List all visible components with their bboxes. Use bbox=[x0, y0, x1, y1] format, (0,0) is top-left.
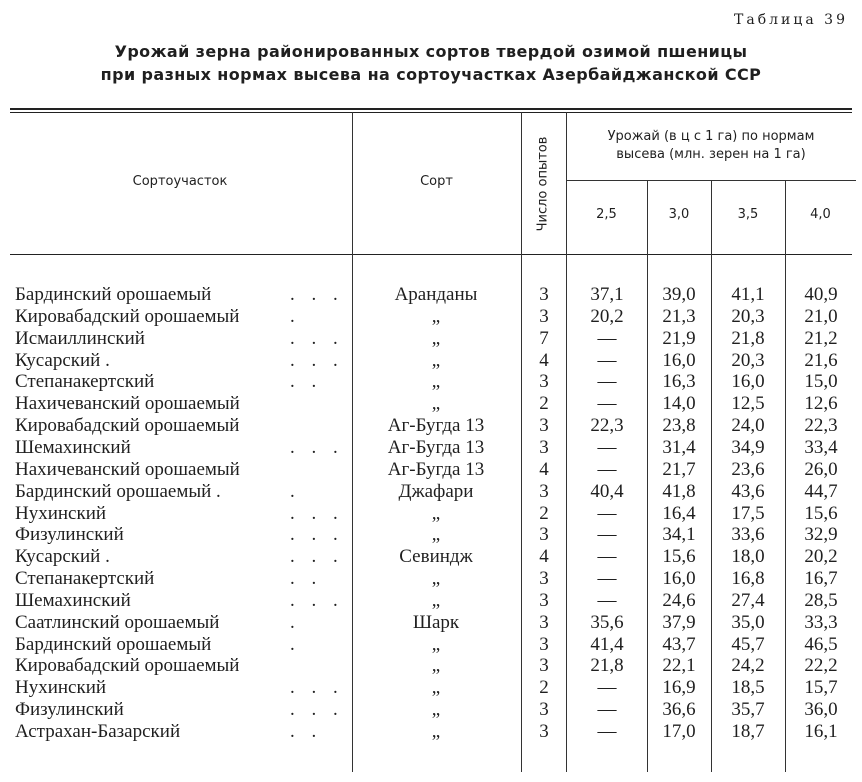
yield-cell-4-0: 16,7 bbox=[804, 568, 838, 590]
table-row bbox=[0, 634, 862, 655]
trials-cell: 3 bbox=[539, 415, 549, 437]
table-row bbox=[0, 481, 862, 502]
trials-cell: 3 bbox=[539, 371, 549, 393]
yield-cell-3-5: 18,0 bbox=[731, 546, 765, 568]
yield-cell-2-5: — bbox=[597, 349, 617, 371]
yield-cell-2-5: — bbox=[597, 393, 617, 415]
station-cell: Бардинский орошаемый bbox=[15, 284, 212, 305]
variety-cell: Аг-Бугда 13 bbox=[387, 458, 485, 480]
yield-cell-3-5: 41,1 bbox=[731, 284, 765, 305]
yield-cell-2-5: — bbox=[597, 546, 617, 568]
variety-cell: „ bbox=[431, 568, 441, 590]
yield-cell-4-0: 46,5 bbox=[804, 633, 838, 655]
leader-dots: . bbox=[290, 305, 301, 327]
table-row bbox=[0, 284, 862, 305]
table-row bbox=[0, 328, 862, 349]
yield-cell-4-0: 36,0 bbox=[804, 699, 838, 721]
table-row bbox=[0, 655, 862, 676]
yield-cell-2-5: — bbox=[597, 371, 617, 393]
variety-cell: „ bbox=[431, 393, 441, 415]
header-trials bbox=[520, 115, 566, 253]
leader-dots: . . . bbox=[290, 349, 344, 371]
station-cell: Степанакертский bbox=[15, 568, 155, 590]
leader-dots: . . bbox=[290, 568, 323, 590]
variety-cell: „ bbox=[431, 655, 441, 677]
table-row bbox=[0, 459, 862, 480]
yield-cell-3-5: 24,0 bbox=[731, 415, 765, 437]
table-row bbox=[0, 612, 862, 633]
trials-cell: 4 bbox=[539, 458, 549, 480]
yield-cell-3-0: 17,0 bbox=[662, 721, 696, 742]
top-rule bbox=[10, 108, 852, 110]
yield-cell-2-5: 21,8 bbox=[590, 655, 624, 677]
trials-cell: 3 bbox=[539, 284, 549, 305]
table-row bbox=[0, 437, 862, 458]
variety-cell: Аг-Бугда 13 bbox=[387, 415, 485, 437]
station-cell: Бардинский орошаемый . bbox=[15, 480, 221, 502]
station-cell: Кусарский . bbox=[15, 349, 110, 371]
trials-cell: 2 bbox=[539, 393, 549, 415]
yield-cell-3-0: 36,6 bbox=[662, 699, 696, 721]
table-number: Таблица 39 bbox=[734, 12, 848, 28]
table-row bbox=[0, 546, 862, 567]
table-title bbox=[0, 40, 862, 86]
yield-cell-3-5: 35,0 bbox=[731, 611, 765, 633]
yield-cell-4-0: 15,0 bbox=[804, 371, 838, 393]
yield-cell-3-5: 23,6 bbox=[731, 458, 765, 480]
variety-cell: „ bbox=[431, 502, 441, 524]
yield-cell-2-5: 22,3 bbox=[590, 415, 624, 437]
trials-cell: 4 bbox=[539, 349, 549, 371]
yield-cell-3-0: 21,3 bbox=[662, 305, 696, 327]
yield-cell-3-0: 16,9 bbox=[662, 677, 696, 699]
variety-cell: „ bbox=[431, 327, 441, 349]
station-cell: Нахичеванский орошаемый bbox=[15, 458, 240, 480]
yield-cell-3-0: 39,0 bbox=[662, 284, 696, 305]
leader-dots: . bbox=[290, 480, 301, 502]
trials-cell: 4 bbox=[539, 546, 549, 568]
yield-cell-3-5: 18,5 bbox=[731, 677, 765, 699]
variety-cell: Аранданы bbox=[394, 284, 478, 305]
trials-cell: 3 bbox=[539, 721, 549, 742]
trials-cell: 3 bbox=[539, 633, 549, 655]
variety-cell: „ bbox=[431, 699, 441, 721]
yield-cell-4-0: 26,0 bbox=[804, 458, 838, 480]
station-cell: Кусарский . bbox=[15, 546, 110, 568]
yield-cell-3-5: 17,5 bbox=[731, 502, 765, 524]
trials-cell: 3 bbox=[539, 305, 549, 327]
yield-cell-3-0: 37,9 bbox=[662, 611, 696, 633]
yield-cell-3-0: 14,0 bbox=[662, 393, 696, 415]
header-station: Сортоучасток bbox=[132, 174, 228, 189]
leader-dots: . . . bbox=[290, 502, 344, 524]
table-row bbox=[0, 590, 862, 611]
variety-cell: „ bbox=[431, 349, 441, 371]
variety-cell: „ bbox=[431, 305, 441, 327]
station-cell: Исмаиллинский bbox=[15, 327, 145, 349]
leader-dots: . . . bbox=[290, 436, 344, 458]
yield-cell-3-0: 43,7 bbox=[662, 633, 696, 655]
yield-cell-2-5: — bbox=[597, 721, 617, 742]
header-yield-line-2: высева (млн. зерен на 1 га) bbox=[616, 147, 806, 162]
yield-cell-3-5: 16,0 bbox=[731, 371, 765, 393]
header-bottom-rule bbox=[10, 254, 852, 255]
title-line-1: Урожай зерна районированных сортов твердой озимой пшеницы bbox=[114, 42, 748, 61]
trials-cell: 3 bbox=[539, 524, 549, 546]
trials-cell: 3 bbox=[539, 480, 549, 502]
trials-cell: 3 bbox=[539, 568, 549, 590]
table-row bbox=[0, 415, 862, 436]
variety-cell: Джафари bbox=[398, 480, 474, 502]
yield-cell-2-5: — bbox=[597, 677, 617, 699]
trials-cell: 3 bbox=[539, 436, 549, 458]
yield-cell-2-5: 40,4 bbox=[590, 480, 624, 502]
station-cell: Кировабадский орошаемый bbox=[15, 415, 240, 437]
table-row bbox=[0, 503, 862, 524]
trials-cell: 3 bbox=[539, 611, 549, 633]
station-cell: Шемахинский bbox=[15, 436, 131, 458]
yield-cell-4-0: 21,0 bbox=[804, 305, 838, 327]
table-row bbox=[0, 699, 862, 720]
yield-cell-4-0: 20,2 bbox=[804, 546, 838, 568]
yield-cell-4-0: 12,6 bbox=[804, 393, 838, 415]
leader-dots: . . bbox=[290, 371, 323, 393]
yield-cell-4-0: 21,6 bbox=[804, 349, 838, 371]
yield-cell-2-5: — bbox=[597, 327, 617, 349]
leader-dots: . . . bbox=[290, 546, 344, 568]
table-row bbox=[0, 721, 862, 742]
yield-cell-3-5: 33,6 bbox=[731, 524, 765, 546]
yield-cell-2-5: — bbox=[597, 436, 617, 458]
yield-cell-3-0: 24,6 bbox=[662, 589, 696, 611]
yield-cell-2-5: — bbox=[597, 524, 617, 546]
trials-cell: 3 bbox=[539, 655, 549, 677]
leader-dots: . . . bbox=[290, 677, 344, 699]
yield-cell-3-0: 16,0 bbox=[662, 568, 696, 590]
yield-cell-3-0: 41,8 bbox=[662, 480, 696, 502]
header-trials-text: Число опытов bbox=[535, 136, 551, 232]
yield-cell-3-0: 16,4 bbox=[662, 502, 696, 524]
variety-cell: „ bbox=[431, 721, 441, 742]
table-row bbox=[0, 350, 862, 371]
variety-cell: „ bbox=[431, 371, 441, 393]
station-cell: Бардинский орошаемый bbox=[15, 633, 212, 655]
yield-cell-4-0: 21,2 bbox=[804, 327, 838, 349]
yield-cell-4-0: 22,3 bbox=[804, 415, 838, 437]
variety-cell: Аг-Бугда 13 bbox=[387, 436, 485, 458]
title-line-2: при разных нормах высева на сортоучастках Азербайджанской ССР bbox=[100, 65, 762, 84]
variety-cell: „ bbox=[431, 677, 441, 699]
trials-cell: 3 bbox=[539, 589, 549, 611]
table-row bbox=[0, 568, 862, 589]
yield-cell-3-0: 31,4 bbox=[662, 436, 696, 458]
variety-cell: „ bbox=[431, 633, 441, 655]
yield-cell-3-5: 27,4 bbox=[731, 589, 765, 611]
yield-cell-3-0: 23,8 bbox=[662, 415, 696, 437]
yield-cell-3-5: 20,3 bbox=[731, 305, 765, 327]
variety-cell: „ bbox=[431, 589, 441, 611]
yield-cell-2-5: — bbox=[597, 502, 617, 524]
yield-cell-3-5: 24,2 bbox=[731, 655, 765, 677]
yield-cell-2-5: 37,1 bbox=[590, 284, 624, 305]
yield-cell-2-5: — bbox=[597, 458, 617, 480]
leader-dots: . bbox=[290, 611, 301, 633]
station-cell: Кировабадский орошаемый bbox=[15, 305, 240, 327]
station-cell: Шемахинский bbox=[15, 589, 131, 611]
yield-cell-4-0: 22,2 bbox=[804, 655, 838, 677]
yield-cell-3-0: 16,0 bbox=[662, 349, 696, 371]
yield-cell-4-0: 40,9 bbox=[804, 284, 838, 305]
yield-cell-4-0: 32,9 bbox=[804, 524, 838, 546]
table-row bbox=[0, 677, 862, 698]
station-cell: Степанакертский bbox=[15, 371, 155, 393]
header-yield-line-1: Урожай (в ц с 1 га) по нормам bbox=[607, 129, 815, 144]
station-cell: Кировабадский орошаемый bbox=[15, 655, 240, 677]
header-yield bbox=[566, 128, 856, 164]
yield-cell-3-5: 43,6 bbox=[731, 480, 765, 502]
table-row bbox=[0, 371, 862, 392]
variety-cell: Севиндж bbox=[399, 546, 473, 568]
header-rate-4: 4,0 bbox=[810, 207, 831, 222]
yield-cell-2-5: — bbox=[597, 699, 617, 721]
yield-cell-3-5: 18,7 bbox=[731, 721, 765, 742]
yield-cell-4-0: 15,7 bbox=[804, 677, 838, 699]
yield-cell-4-0: 28,5 bbox=[804, 589, 838, 611]
header-rate-3: 3,5 bbox=[737, 207, 759, 222]
yield-cell-3-0: 15,6 bbox=[662, 546, 696, 568]
yield-cell-3-0: 21,9 bbox=[662, 327, 696, 349]
leader-dots: . . . bbox=[290, 284, 344, 305]
table-row bbox=[0, 524, 862, 545]
yield-cell-4-0: 33,4 bbox=[804, 436, 838, 458]
yield-cell-3-0: 22,1 bbox=[662, 655, 696, 677]
trials-cell: 2 bbox=[539, 677, 549, 699]
table-row bbox=[0, 306, 862, 327]
yield-cell-3-5: 21,8 bbox=[731, 327, 765, 349]
leader-dots: . . bbox=[290, 721, 323, 742]
station-cell: Физулинский bbox=[15, 524, 124, 546]
header-variety: Сорт bbox=[420, 174, 453, 189]
leader-dots: . . . bbox=[290, 699, 344, 721]
top-rule-thin bbox=[10, 112, 852, 113]
yield-cell-2-5: 20,2 bbox=[590, 305, 624, 327]
station-cell: Саатлинский орошаемый bbox=[15, 611, 220, 633]
header-rate-1: 2,5 bbox=[596, 207, 617, 222]
yield-cell-2-5: 41,4 bbox=[590, 633, 624, 655]
station-cell: Физулинский bbox=[15, 699, 124, 721]
yield-cell-3-5: 35,7 bbox=[731, 699, 765, 721]
station-cell: Нухинский bbox=[15, 502, 107, 524]
yield-cell-4-0: 33,3 bbox=[804, 611, 838, 633]
yield-cell-3-0: 21,7 bbox=[662, 458, 696, 480]
leader-dots: . bbox=[290, 633, 301, 655]
yield-cell-3-0: 16,3 bbox=[662, 371, 696, 393]
variety-cell: „ bbox=[431, 524, 441, 546]
station-cell: Астрахан-Базарский bbox=[15, 721, 181, 742]
yield-cell-4-0: 16,1 bbox=[804, 721, 838, 742]
yield-cell-3-5: 12,5 bbox=[731, 393, 765, 415]
yield-cell-3-5: 16,8 bbox=[731, 568, 765, 590]
station-cell: Нахичеванский орошаемый bbox=[15, 393, 240, 415]
yield-cell-3-5: 20,3 bbox=[731, 349, 765, 371]
yield-cell-3-5: 34,9 bbox=[731, 436, 765, 458]
yield-cell-2-5: — bbox=[597, 589, 617, 611]
trials-cell: 7 bbox=[539, 327, 549, 349]
variety-cell: Шарк bbox=[412, 611, 460, 633]
leader-dots: . . . bbox=[290, 589, 344, 611]
yield-cell-3-5: 45,7 bbox=[731, 633, 765, 655]
station-cell: Нухинский bbox=[15, 677, 107, 699]
yield-cell-4-0: 44,7 bbox=[804, 480, 838, 502]
yield-cell-2-5: 35,6 bbox=[590, 611, 624, 633]
trials-cell: 2 bbox=[539, 502, 549, 524]
header-rate-2: 3,0 bbox=[668, 207, 690, 222]
trials-cell: 3 bbox=[539, 699, 549, 721]
table-row bbox=[0, 393, 862, 414]
leader-dots: . . . bbox=[290, 327, 344, 349]
leader-dots: . . . bbox=[290, 524, 344, 546]
yield-cell-4-0: 15,6 bbox=[804, 502, 838, 524]
yield-cell-3-0: 34,1 bbox=[662, 524, 696, 546]
yield-cell-2-5: — bbox=[597, 568, 617, 590]
